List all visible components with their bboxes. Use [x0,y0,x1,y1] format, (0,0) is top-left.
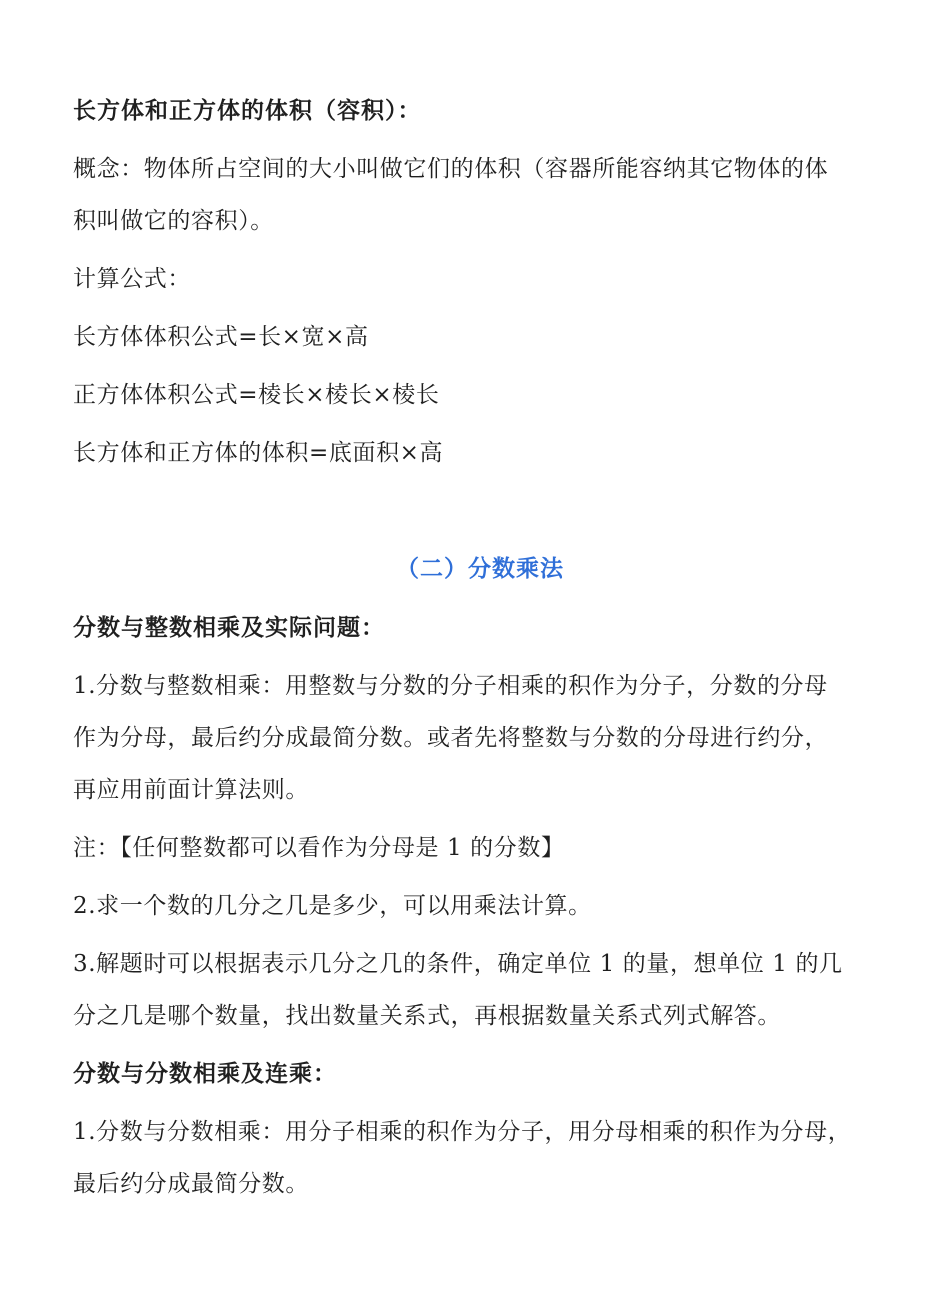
frac-int-p3-line-2: 分之几是哪个数量，找出数量关系式，再根据数量关系式列式解答。 [73,1003,781,1029]
frac-int-heading: 分数与整数相乘及实际问题： [73,615,385,641]
frac-int-p1-line-3: 再应用前面计算法则。 [73,777,309,803]
formula-cuboid: 长方体体积公式=长×宽×高 [73,324,369,350]
frac-int-p2: 2.求一个数的几分之几是多少，可以用乘法计算。 [73,893,592,919]
formula-label: 计算公式： [73,266,191,292]
frac-frac-heading: 分数与分数相乘及连乘： [73,1061,337,1087]
formula-base-area: 长方体和正方体的体积=底面积×高 [73,440,444,466]
formula-cube: 正方体体积公式=棱长×棱长×棱长 [73,382,440,408]
section-title: （二）分数乘法 [396,556,564,582]
frac-int-p1-line-1: 1.分数与整数相乘：用整数与分数的分子相乘的积作为分子，分数的分母 [73,673,828,699]
frac-frac-p1-line-2: 最后约分成最简分数。 [73,1171,309,1197]
volume-heading: 长方体和正方体的体积（容积）： [73,98,422,124]
volume-concept-line-1: 概念：物体所占空间的大小叫做它们的体积（容器所能容纳其它物体的体 [73,156,829,182]
frac-int-p1-line-2: 作为分母，最后约分成最简分数。或者先将整数与分数的分母进行约分， [73,725,829,751]
frac-int-note: 注：【任何整数都可以看作为分母是 1 的分数】 [73,835,565,861]
frac-frac-p1-line-1: 1.分数与分数相乘：用分子相乘的积作为分子，用分母相乘的积作为分母， [73,1119,852,1145]
volume-concept-line-2: 积叫做它的容积）。 [73,208,274,234]
frac-int-p3-line-1: 3.解题时可以根据表示几分之几的条件，确定单位 1 的量，想单位 1 的几 [73,951,843,977]
